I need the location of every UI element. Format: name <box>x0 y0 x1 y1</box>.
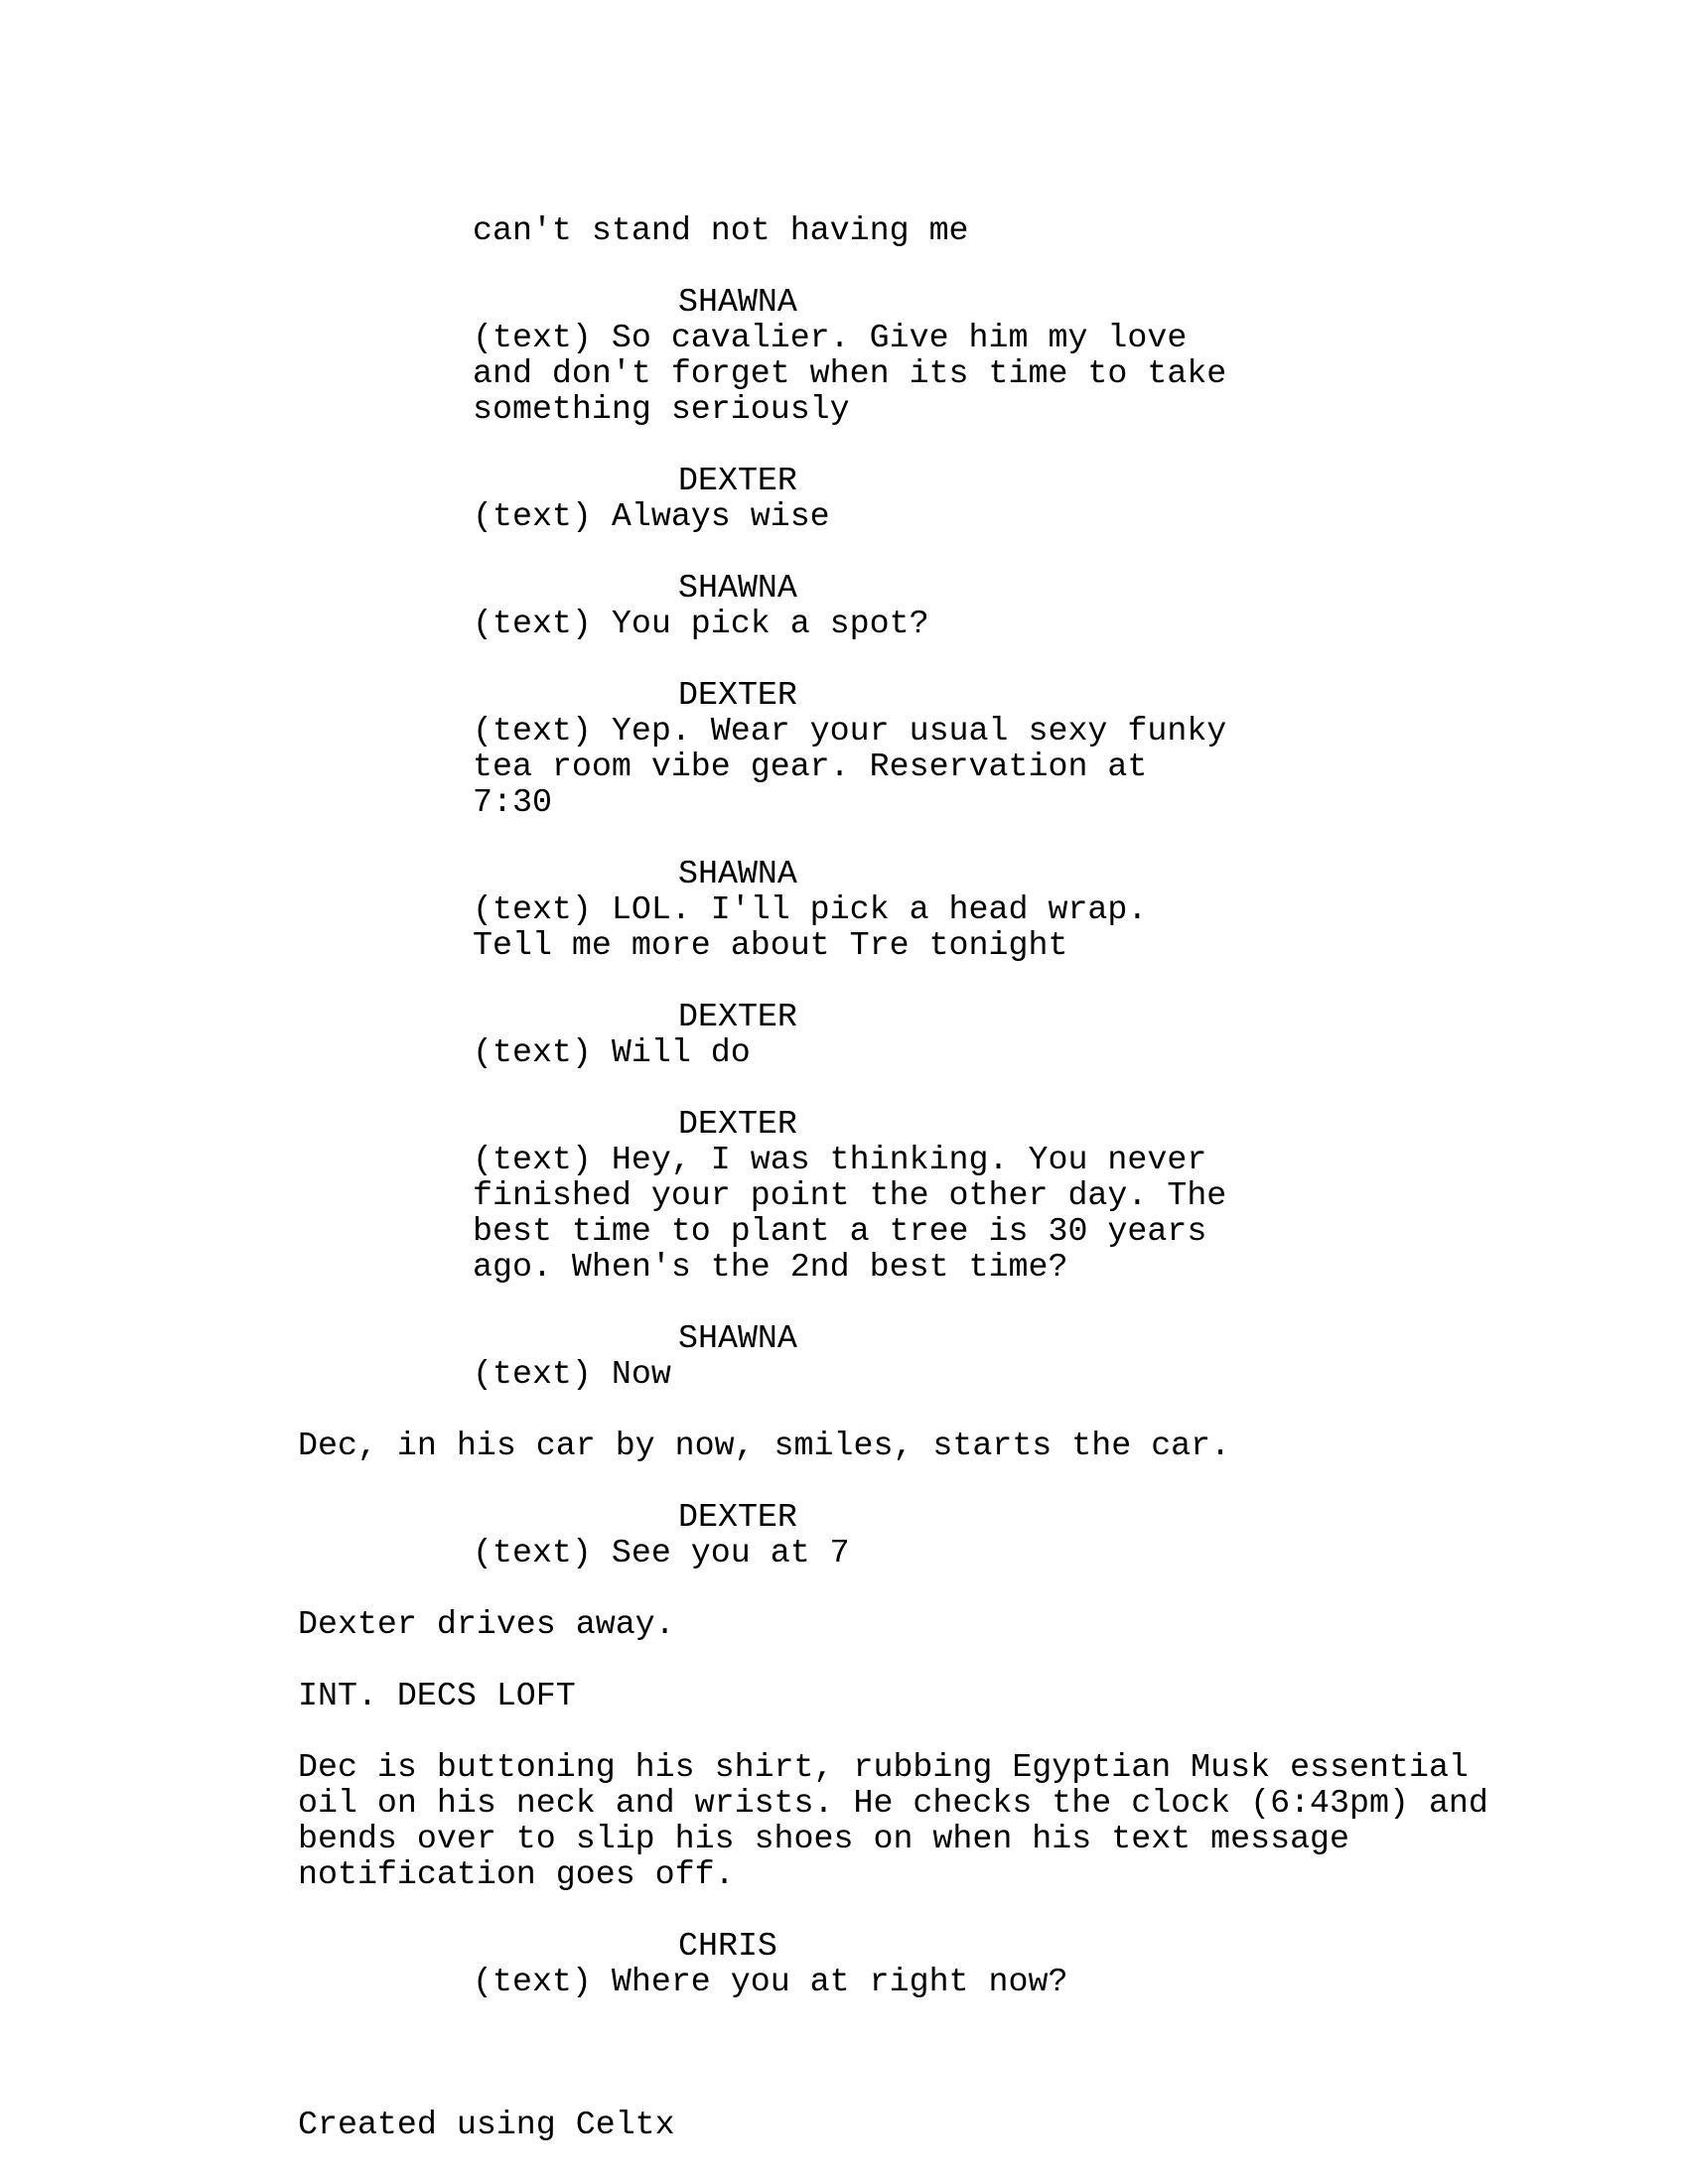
dialogue-line: best time to plant a tree is 30 years <box>473 1212 1207 1250</box>
dialogue-block <box>0 1928 1688 1999</box>
dialogue-line: (text) See you at 7 <box>473 1534 850 1571</box>
character-name: SHAWNA <box>678 283 797 321</box>
dialogue-line: (text) You pick a spot? <box>473 605 929 642</box>
dialogue-line: (text) Yep. Wear your usual sexy funky <box>473 712 1227 750</box>
dialogue-block <box>0 1106 1688 1285</box>
dialogue-block <box>0 463 1688 534</box>
action-line: oil on his neck and wrists. He checks the clock (6:43pm) and <box>298 1784 1488 1822</box>
dialogue-block <box>0 284 1688 427</box>
character-name: SHAWNA <box>678 569 797 607</box>
dialogue-line: 7:30 <box>473 783 552 821</box>
dialogue-line: and don't forget when its time to take <box>473 354 1227 392</box>
dialogue-block <box>0 1499 1688 1570</box>
dialogue-line: (text) Where you at right now? <box>473 1963 1068 2000</box>
action-block <box>0 1749 1688 1892</box>
character-name: CHRIS <box>678 1927 777 1965</box>
action-block <box>0 1606 1688 1642</box>
dialogue-line: tea room vibe gear. Reservation at <box>473 748 1148 785</box>
character-name: DEXTER <box>678 998 797 1035</box>
dialogue-block <box>0 999 1688 1070</box>
character-name: SHAWNA <box>678 1319 797 1357</box>
action-line: bends over to slip his shoes on when his text message <box>298 1820 1350 1857</box>
dialogue-line: can't stand not having me <box>473 211 969 249</box>
character-name: DEXTER <box>678 1498 797 1536</box>
dialogue-line: (text) Now <box>473 1355 671 1393</box>
celtx-footer: Created using Celtx <box>298 2106 675 2143</box>
scene-heading-block <box>0 1678 1688 1713</box>
dialogue-line: (text) So cavalier. Give him my love <box>473 319 1188 356</box>
dialogue-block <box>0 856 1688 963</box>
script-content <box>0 212 1688 1999</box>
dialogue-line: (text) Always wise <box>473 497 830 535</box>
action-block <box>0 1428 1688 1463</box>
dialogue-block <box>0 212 1688 248</box>
dialogue-line: finished your point the other day. The <box>473 1176 1227 1214</box>
dialogue-block <box>0 1320 1688 1392</box>
dialogue-line: (text) Hey, I was thinking. You never <box>473 1141 1207 1178</box>
action-line: Dec is buttoning his shirt, rubbing Egyptian Musk essential <box>298 1748 1469 1786</box>
dialogue-block <box>0 570 1688 641</box>
action-line: Dexter drives away. <box>298 1605 675 1643</box>
scene-heading: INT. DECS LOFT <box>298 1677 576 1714</box>
dialogue-line: something seriously <box>473 390 850 428</box>
dialogue-line: Tell me more about Tre tonight <box>473 926 1068 964</box>
action-line: notification goes off. <box>298 1855 735 1893</box>
character-name: SHAWNA <box>678 855 797 892</box>
character-name: DEXTER <box>678 1105 797 1143</box>
dialogue-line: ago. When's the 2nd best time? <box>473 1248 1068 1286</box>
character-name: DEXTER <box>678 676 797 714</box>
character-name: DEXTER <box>678 462 797 499</box>
dialogue-block <box>0 677 1688 820</box>
dialogue-line: (text) LOL. I'll pick a head wrap. <box>473 890 1148 928</box>
action-line: Dec, in his car by now, smiles, starts the car. <box>298 1427 1231 1464</box>
dialogue-line: (text) Will do <box>473 1033 751 1071</box>
